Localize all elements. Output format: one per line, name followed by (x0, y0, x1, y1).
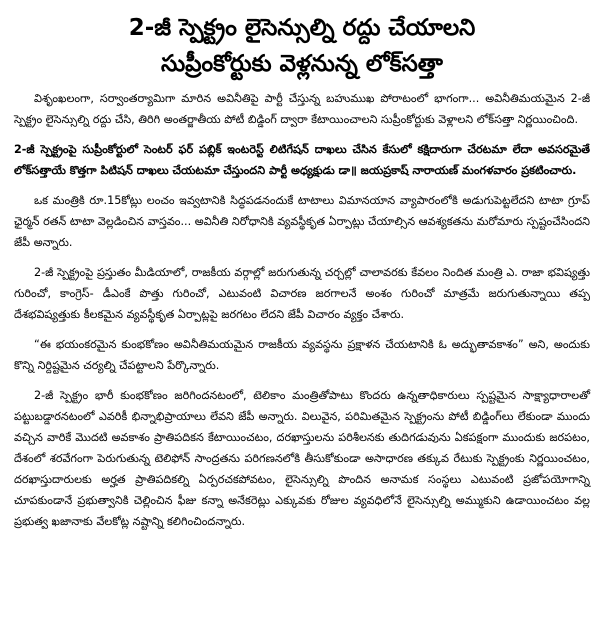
paragraph-announcement (14, 139, 590, 181)
headline-line-2: సుప్రీంకోర్టుకు వెళ్లనున్న లోక్‌సత్తా (161, 51, 443, 77)
paragraph-media-debate: 2-జీ స్పెక్ట్రంపై ప్రస్తుతం మీడియాలో, రాజకీయ వర్గాల్లో జరుగుతున్న చర్చల్లో చాలావరకు కేవలం నిందిత మంత్రి ఎ. రాజా భవిష్యత్తు గురించో, కాంగ్రెస్- డీఎంకే పొత్తు గురించో, ఎటువంటి విచారణ జరగాలనే అంశం గురించో మాత్రమే జరుగుతున్నాయి తప్ప దేశభవిష్యత్తుకు కీలకమైన వ్యవస్థీకృత ఏర్పాట్లపై జరగటం లేదని జేపీ విచారం వ్యక్తం చేశారు. (14, 266, 590, 321)
paragraph-intro: విశృంఖలంగా, సర్వాంతర్యామిగా మారిన అవినీతిపై పార్టీ చేస్తున్న బహుముఖ పోరాటంలో భాగంగా... అవినీతిమయమైన 2-జీ స్పెక్ట్రం లైసెన్సుల్ని రద్దు చేసి, తిరిగి అంతర్జాతీయ పోటీ బిడ్డింగ్ ద్వారా కేటాయించాలని సుప్రీంకోర్టుకు వెళ్లాలని లోక్‌సత్తా నిర్ణయించింది. (14, 92, 590, 126)
paragraph-quote: “ఈ భయంకరమైన కుంభకోణం అవినీతిమయమైన రాజకీయ వ్యవస్థను ప్రక్షాళన చేయటానికి ఓ అద్భుతావకాశం” అని, అందుకు కొన్ని నిర్దిష్టమైన చర్యల్ని చేపట్టాలని పేర్కొన్నారు. (14, 338, 590, 372)
paragraph-announcement-text: 2-జీ స్పెక్ట్రంపై సుప్రీంకోర్టులో సెంటర్ ఫర్ పబ్లిక్ ఇంటరెస్ట్ లిటిగేషన్ దాఖలు చేసిన కేసులో కక్షిదారుగా చేరటమా లేదా అవసరమైతే లోక్‌సత్తాయే కొత్తగా పిటిషన్ దాఖలు చేయటమా చేస్తుందని పార్టీ అధ్యక్షుడు డా॥ జయప్రకాష్ నారాయణ్ మంగళవారం ప్రకటించారు. (14, 143, 590, 177)
headline (14, 10, 590, 82)
article-body (14, 88, 590, 532)
paragraph-tata-example: ఒక మంత్రికి రూ.15కోట్లు లంచం ఇవ్వటానికి సిద్ధపడనందుకే టాటాలు విమానయాన వ్యాపారంలోకి అడుగుపెట్టలేదని టాటా గ్రూప్ ఛైర్మన్ రతన్ టాటా వెల్లడించిన వాస్తవం... అవినీతి నిరోధానికి వ్యవస్థీకృత ఏర్పాట్లు చేయాల్సిన ఆవశ్యకతను మరోమారు స్పష్టంచేసిందని జేపీ అన్నారు. (14, 194, 590, 249)
paragraph-scam-details: 2-జీ స్పెక్ట్రం భారీ కుంభకోణం జరిగిందనటంలో, టెలికాం మంత్రితోపాటు కొందరు ఉన్నతాధికారులు స్పష్టమైన సాక్ష్యాధారాలతో పట్టుబడ్డారనటంలో ఎవరికీ భిన్నాభిప్రాయాలు లేవని జేపీ అన్నారు. విలువైన, పరిమితమైన స్పెక్ట్రంను పోటీ బిడ్డింగ్‌లు లేకుండా ముందు వచ్చిన వారికే మొదటి అవకాశం ప్రాతిపదికన కేటాయించటం, దరఖాస్తులను పరిశీలనకు తుదిగడువును ఏకపక్షంగా ముందుకు జరపటం, దేశంలో శరవేగంగా పెరుగుతున్న టెలిఫోన్ సాంద్రతను పరిగణనలోకి తీసుకోకుండా అసాధారణ తక్కువ రేటుకు స్పెక్ట్రంకు నిర్ణయించటం, దరఖాస్తుదారులకు అర్హత ప్రాతిపదికల్ని ఏర్పరచకపోవటం, లైసెన్సుల్ని పొందిన అనామక సంస్థలు ఎటువంటి ప్రజోపయోగాన్ని చూపకుండానే ప్రభుత్వానికి చెల్లించిన ఫీజు కన్నా అనేకరెట్లు ఎక్కువకు రోజుల వ్యవధిలోనే లైసెన్సుల్ని అమ్ముకుని ఉడాయించటం వల్ల ప్రభుత్వ ఖజానాకు వేలకోట్ల నష్టాన్ని కలిగించిందన్నారు. (14, 389, 590, 528)
headline-line-1: 2-జీ స్పెక్ట్రం లైసెన్సుల్ని రద్దు చేయాలని (128, 15, 476, 41)
